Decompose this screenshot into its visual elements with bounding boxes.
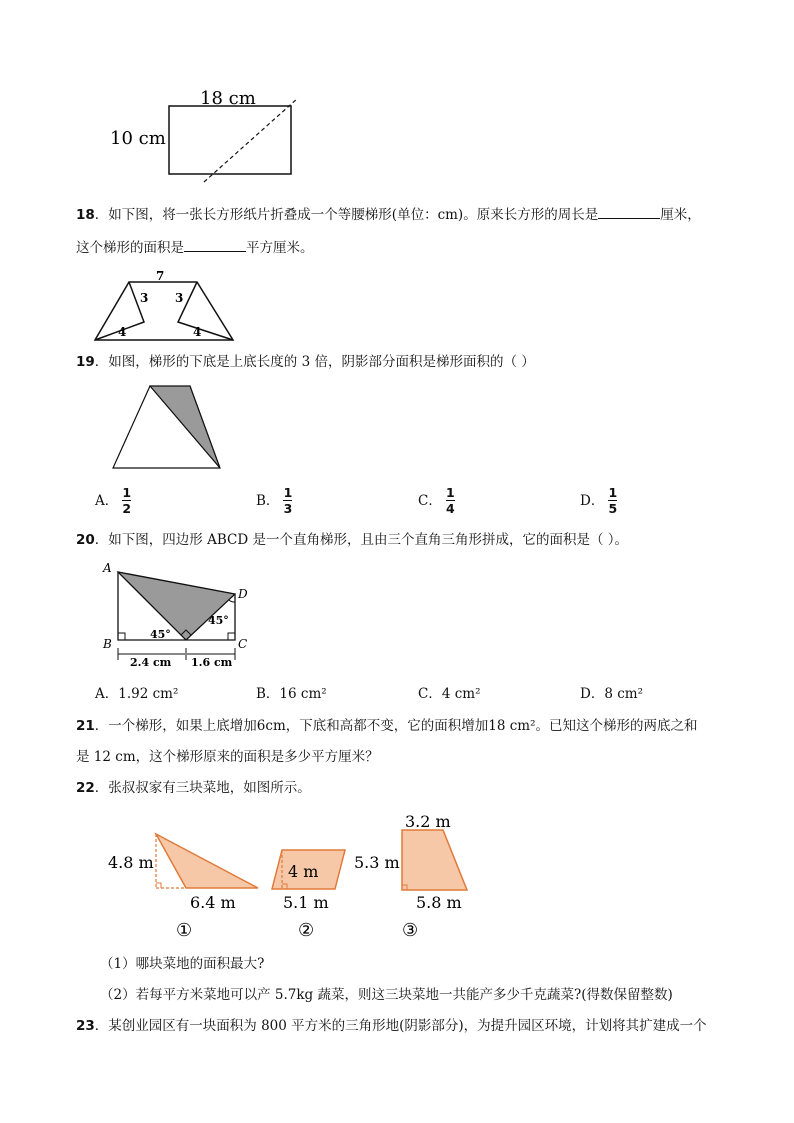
fraction xyxy=(608,486,617,515)
plot-3-height-label: 5.3 m xyxy=(354,853,400,872)
q22-sub2-text: （2）若每平方米菜地可以产 5.7kg 蔬菜，则这三块菜地一共能产多少千克蔬菜?(得数保留整数) xyxy=(100,987,673,1003)
denominator: 5 xyxy=(608,501,618,516)
q20-option-b[interactable] xyxy=(256,684,327,704)
angle-arc-d xyxy=(229,600,235,602)
label-right-side: 3 xyxy=(175,291,184,305)
vertex-c: C xyxy=(238,637,248,651)
q19-text: ．如图，梯形的下底是上底长度的 3 倍，阴影部分面积是梯形面积的（ ） xyxy=(94,354,535,370)
q18-text2: 这个梯形的面积是 xyxy=(76,240,184,256)
q18-line2 xyxy=(76,238,314,258)
plot-3-trapezoid xyxy=(402,830,467,890)
label-bottom-left: 4 xyxy=(118,325,127,339)
rect-top-label: 18 cm xyxy=(200,88,256,109)
answer-blank-2[interactable] xyxy=(184,238,246,252)
option-letter: D． xyxy=(580,492,605,509)
question-number: 21 xyxy=(76,718,95,734)
denominator: 4 xyxy=(445,501,455,516)
numerator: 1 xyxy=(445,485,455,500)
right-angle-mark-c xyxy=(228,633,235,640)
numerator: 1 xyxy=(608,485,618,500)
q20-line xyxy=(76,530,628,550)
angle-label-2: 45° xyxy=(208,614,229,627)
question-number: 20 xyxy=(76,532,95,548)
length-label-2: 1.6 cm xyxy=(191,656,233,669)
q19-line xyxy=(76,352,535,372)
option-value: 1.92 cm² xyxy=(118,686,179,702)
plot-3-bottom-label: 5.8 m xyxy=(416,893,462,912)
numerator: 1 xyxy=(283,485,293,500)
dashed-diagonal xyxy=(204,98,298,182)
plot-1-triangle xyxy=(156,834,258,888)
rect-left-label: 10 cm xyxy=(110,128,166,149)
length-label-1: 2.4 cm xyxy=(130,656,172,669)
q18-text1: ．如下图，将一张长方形纸片折叠成一个等腰梯形(单位：cm)。原来长方形的周长是 xyxy=(94,207,599,223)
option-value: 16 cm² xyxy=(279,686,327,702)
q21-text1: ．一个梯形，如果上底增加6cm，下底和高都不变，它的面积增加18 cm²。已知这个梯形的两底之和 xyxy=(94,718,698,734)
denominator: 3 xyxy=(283,501,293,516)
plot-3-number: ③ xyxy=(402,920,419,941)
q21-line2 xyxy=(76,747,379,767)
fraction xyxy=(283,486,292,515)
q18-unit1: 厘米， xyxy=(660,207,701,223)
q18-unit2: 平方厘米。 xyxy=(246,240,314,256)
plot-2-height-label: 4 m xyxy=(288,862,319,881)
q17-figure xyxy=(100,82,320,186)
q22-figure xyxy=(100,806,480,946)
label-top: 7 xyxy=(156,269,165,283)
q19-option-b[interactable] xyxy=(256,486,292,515)
q20-option-d[interactable] xyxy=(580,684,643,704)
option-value: 8 cm² xyxy=(604,686,643,702)
q21-line1 xyxy=(76,716,698,736)
q22-text: ．张叔叔家有三块菜地，如图所示。 xyxy=(94,780,311,796)
vertex-b: B xyxy=(103,637,112,651)
plot-1-number: ① xyxy=(176,920,193,941)
label-left-side: 3 xyxy=(140,291,149,305)
option-letter: A． xyxy=(95,492,119,509)
rectangle xyxy=(169,106,291,174)
plot-1-height-label: 4.8 m xyxy=(108,853,154,872)
folded-trapezoid xyxy=(95,282,233,340)
right-angle-mark-b xyxy=(118,633,125,640)
fold-right xyxy=(178,282,233,340)
option-letter: C． xyxy=(418,492,442,509)
option-letter: D． xyxy=(580,686,605,702)
question-number: 22 xyxy=(76,780,95,796)
question-number: 18 xyxy=(76,207,95,223)
q20-option-c[interactable] xyxy=(418,684,481,704)
plot-1-right-angle xyxy=(156,883,161,888)
option-letter: C． xyxy=(418,686,442,702)
q20-text: ．如下图，四边形 ABCD 是一个直角梯形，且由三个直角三角形拼成，它的面积是（ ）。 xyxy=(94,532,628,548)
vertex-a: A xyxy=(103,561,112,575)
plot-3-top-label: 3.2 m xyxy=(405,812,451,831)
option-letter: A． xyxy=(95,686,119,702)
q22-line xyxy=(76,778,311,798)
question-number: 23 xyxy=(76,1018,95,1034)
q19-option-a[interactable] xyxy=(95,486,131,515)
q21-text2: 是 12 cm，这个梯形原来的面积是多少平方厘米？ xyxy=(76,749,379,765)
angle-label-1: 45° xyxy=(150,628,171,641)
numerator: 1 xyxy=(122,485,132,500)
q23-text: ．某创业园区有一块面积为 800 平方米的三角形地(阴影部分)，为提升园区环境，计划将其扩建成一个 xyxy=(94,1018,707,1034)
q18-figure xyxy=(90,268,240,344)
plot-2-number: ② xyxy=(298,920,315,941)
option-letter: B． xyxy=(256,686,280,702)
q22-sub1 xyxy=(100,954,264,974)
q23-line xyxy=(76,1016,707,1036)
q22-sub2 xyxy=(100,985,673,1005)
q20-option-a[interactable] xyxy=(95,684,178,704)
q19-option-d[interactable] xyxy=(580,486,617,515)
plot-2-base-label: 5.1 m xyxy=(283,893,329,912)
fraction xyxy=(122,486,131,515)
answer-blank-1[interactable] xyxy=(598,205,660,219)
q19-option-c[interactable] xyxy=(418,486,455,515)
vertex-d: D xyxy=(238,587,248,601)
q22-sub1-text: （1）哪块菜地的面积最大? xyxy=(100,956,265,972)
label-bottom-right: 4 xyxy=(193,325,202,339)
option-value: 4 cm² xyxy=(441,686,481,702)
fraction xyxy=(446,486,455,515)
q19-figure xyxy=(110,383,230,471)
q20-figure xyxy=(98,558,263,670)
question-number: 19 xyxy=(76,354,95,370)
denominator: 2 xyxy=(122,501,132,516)
option-letter: B． xyxy=(256,492,280,509)
q18-line1 xyxy=(76,205,701,225)
plot-1-base-label: 6.4 m xyxy=(190,893,236,912)
